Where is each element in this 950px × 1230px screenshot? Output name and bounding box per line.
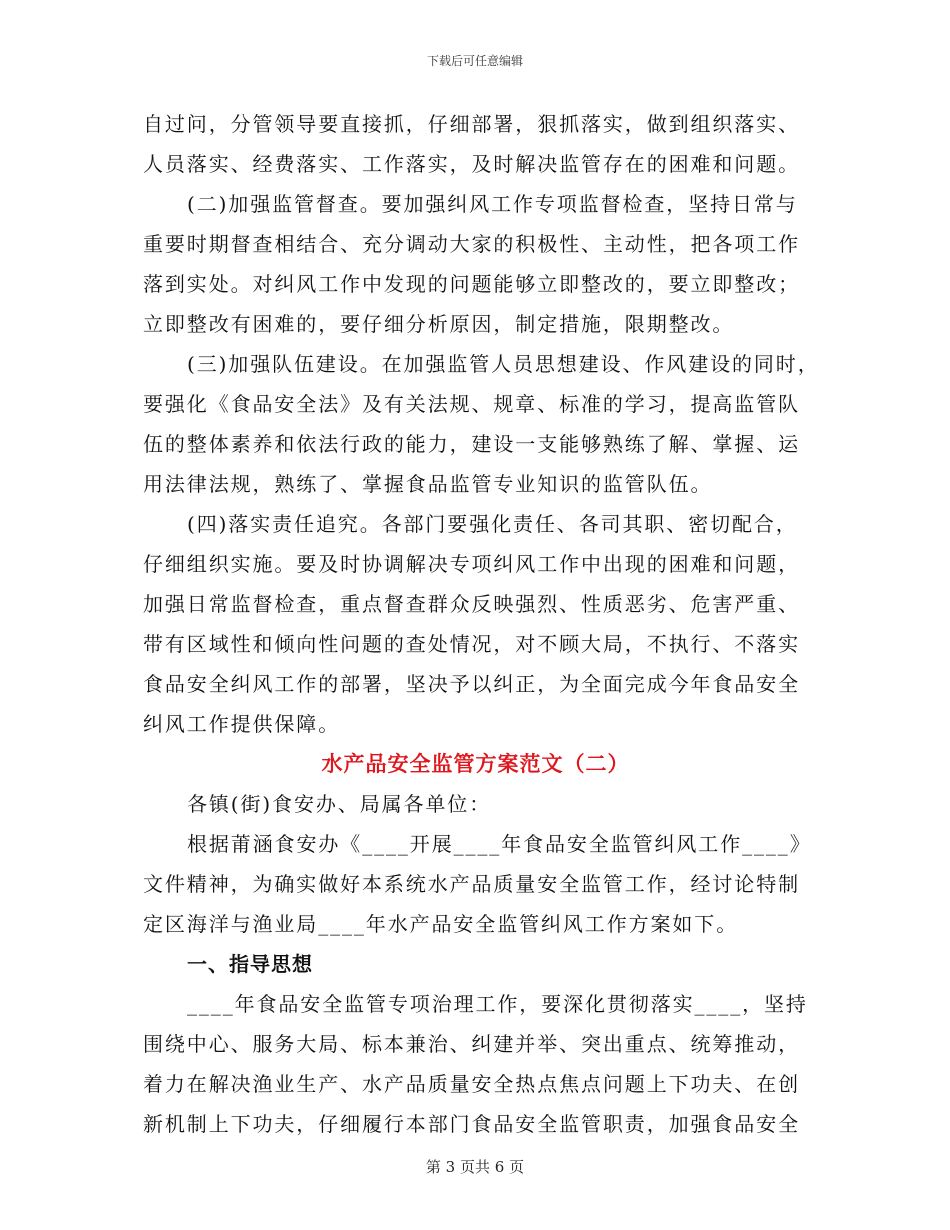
text-line: 立即整改有困难的，要仔细分析原因，制定措施，限期整改。 [143, 312, 735, 336]
text-line: 人员落实、经费落实、工作落实，及时解决监管存在的困难和问题。 [143, 152, 800, 176]
text-line: 定区海洋与渔业局____年水产品安全监管纠风工作方案如下。 [143, 912, 739, 936]
text-line: 自过问，分管领导要直接抓，仔细部署，狠抓落实，做到组织落实、 [143, 112, 800, 136]
text-line: 着力在解决渔业生产、水产品质量安全热点焦点问题上下功夫、在创 [143, 1072, 800, 1096]
text-line: 纠风工作提供保障。 [143, 712, 341, 736]
paragraph-start-line: (二)加强监管督查。要加强纠风工作专项监督检查，坚持日常与 [187, 192, 798, 216]
section-title: 水产品安全监管方案范文（二） [321, 752, 630, 776]
text-line: 落到实处。对纠风工作中发现的问题能够立即整改的，要立即整改； [143, 272, 800, 296]
text-line: 用法律法规，熟练了、掌握食品监管专业知识的监管队伍。 [143, 472, 713, 496]
salutation-line: 各镇(街)食安办、局属各单位： [187, 792, 492, 816]
paragraph-start-line: 根据莆涵食安办《____开展____年食品安全监管纠风工作____》 [187, 832, 812, 856]
text-line: 加强日常监督检查，重点督查群众反映强烈、性质恶劣、危害严重、 [143, 592, 800, 616]
text-line: 食品安全纠风工作的部署，坚决予以纠正，为全面完成今年食品安全 [143, 672, 800, 696]
page-number: 第 3 页共 6 页 [425, 1158, 525, 1176]
text-line: 伍的整体素养和依法行政的能力，建设一支能够熟练了解、掌握、运 [143, 432, 800, 456]
page-header-note: 下载后可任意编辑 [426, 54, 523, 68]
text-line: 要强化《食品安全法》及有关法规、规章、标准的学习，提高监管队 [143, 392, 800, 416]
paragraph-start-line: (三)加强队伍建设。在加强监管人员思想建设、作风建设的同时， [187, 352, 820, 376]
subheading: 一、指导思想 [187, 952, 313, 976]
paragraph-start-line: ____年食品安全监管专项治理工作，要深化贯彻落实____，坚持 [187, 992, 808, 1016]
paragraph-start-line: (四)落实责任追究。各部门要强化责任、各司其职、密切配合， [187, 512, 798, 536]
text-line: 带有区域性和倾向性问题的查处情况，对不顾大局，不执行、不落实 [143, 632, 800, 656]
text-line: 仔细组织实施。要及时协调解决专项纠风工作中出现的困难和问题， [143, 552, 800, 576]
text-line: 新机制上下功夫，仔细履行本部门食品安全监管职责，加强食品安全 [143, 1112, 800, 1136]
document-body [143, 104, 820, 1144]
text-line: 围绕中心、服务大局、标本兼治、纠建并举、突出重点、统筹推动， [143, 1032, 800, 1056]
text-line: 重要时期督查相结合、充分调动大家的积极性、主动性，把各项工作 [143, 232, 800, 256]
text-line: 文件精神，为确实做好本系统水产品质量安全监管工作，经讨论特制 [143, 872, 800, 896]
